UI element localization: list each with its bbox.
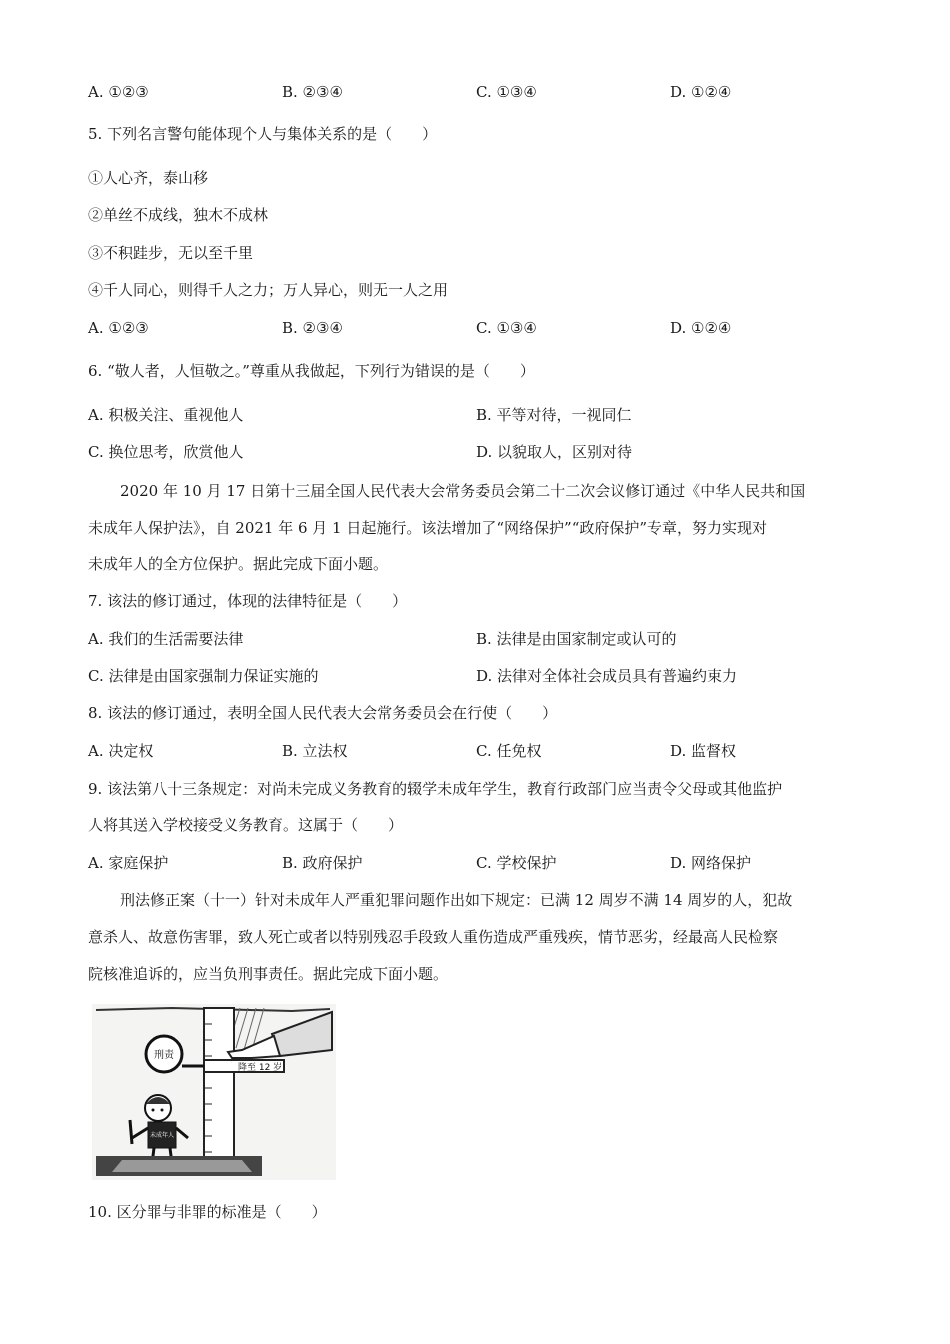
q8-option-d: D. 监督权 [670,742,737,760]
q5-item-2: ②单丝不成线，独木不成林 [88,206,269,224]
q5-item-1: ①人心齐，泰山移 [88,169,209,187]
q5-option-d: D. ①②④ [670,319,732,337]
q5-item-3: ③不积跬步，无以至千里 [88,244,254,262]
q6-option-a: A. 积极关注、重视他人 [88,406,244,424]
q5-option-c: C. ①③④ [476,319,537,337]
q8-stem: 8. 该法的修订通过，表明全国人民代表大会常务委员会在行使（ ） [88,704,558,722]
q7-option-d: D. 法律对全体社会成员具有普遍约束力 [476,667,738,685]
passage1-line-3: 未成年人的全方位保护。据此完成下面小题。 [88,555,389,573]
q7-stem: 7. 该法的修订通过，体现的法律特征是（ ） [88,592,408,610]
q6-option-c: C. 换位思考，欣赏他人 [88,443,244,461]
q8-option-b: B. 立法权 [282,742,348,760]
passage1-line-2: 未成年人保护法》，自 2021 年 6 月 1 日起施行。该法增加了“网络保护”“政府保护”专章，努力实现对 [88,519,768,537]
q5-option-a: A. ①②③ [88,319,149,337]
q8-option-a: A. 决定权 [88,742,154,760]
q10-stem: 10. 区分罪与非罪的标准是（ ） [88,1203,327,1221]
q9-option-c: C. 学校保护 [476,854,557,872]
q4-option-b: B. ②③④ [282,83,343,101]
passage2-line-2: 意杀人、故意伤害罪，致人死亡或者以特别残忍手段致人重伤造成严重残疾，情节恶劣，经最高人民检察 [88,928,779,946]
q8-option-c: C. 任免权 [476,742,542,760]
passage2-line-1: 刑法修正案（十一）针对未成年人严重犯罪问题作出如下规定：已满 12 周岁不满 14 周岁的人，犯故 [120,891,793,909]
q4-option-c: C. ①③④ [476,83,537,101]
q5-stem: 5. 下列名言警句能体现个人与集体关系的是（ ） [88,125,438,143]
q5-item-4: ④千人同心，则得千人之力；万人异心，则无一人之用 [88,281,449,299]
q4-option-d: D. ①②④ [670,83,732,101]
q5-option-b: B. ②③④ [282,319,343,337]
cartoon-image [92,1004,336,1180]
cartoon-shirt-text: 未成年人 [150,1132,175,1139]
cartoon-badge-text: 刑责 [154,1050,174,1061]
q9-option-b: B. 政府保护 [282,854,363,872]
q9-stem-line-2: 人将其送入学校接受义务教育。这属于（ ） [88,816,404,834]
q7-option-c: C. 法律是由国家强制力保证实施的 [88,667,319,685]
q6-option-b: B. 平等对待，一视同仁 [476,406,632,424]
q6-option-d: D. 以貌取人，区别对待 [476,443,633,461]
q7-option-a: A. 我们的生活需要法律 [88,630,244,648]
q9-stem-line-1: 9. 该法第八十三条规定：对尚未完成义务教育的辍学未成年学生，教育行政部门应当责令父母或其他监护 [88,780,783,798]
q6-stem: 6. “敬人者，人恒敬之。”尊重从我做起，下列行为错误的是（ ） [88,362,535,380]
q9-option-d: D. 网络保护 [670,854,752,872]
q7-option-b: B. 法律是由国家制定或认可的 [476,630,677,648]
q9-option-a: A. 家庭保护 [88,854,169,872]
cartoon-sign-text: 降至 12 岁 [238,1063,283,1073]
passage2-line-3: 院核准追诉的，应当负刑事责任。据此完成下面小题。 [88,965,449,983]
q4-option-a: A. ①②③ [88,83,149,101]
passage1-line-1: 2020 年 10 月 17 日第十三届全国人民代表大会常务委员会第二十二次会议修订通过《中华人民共和国 [120,482,806,500]
